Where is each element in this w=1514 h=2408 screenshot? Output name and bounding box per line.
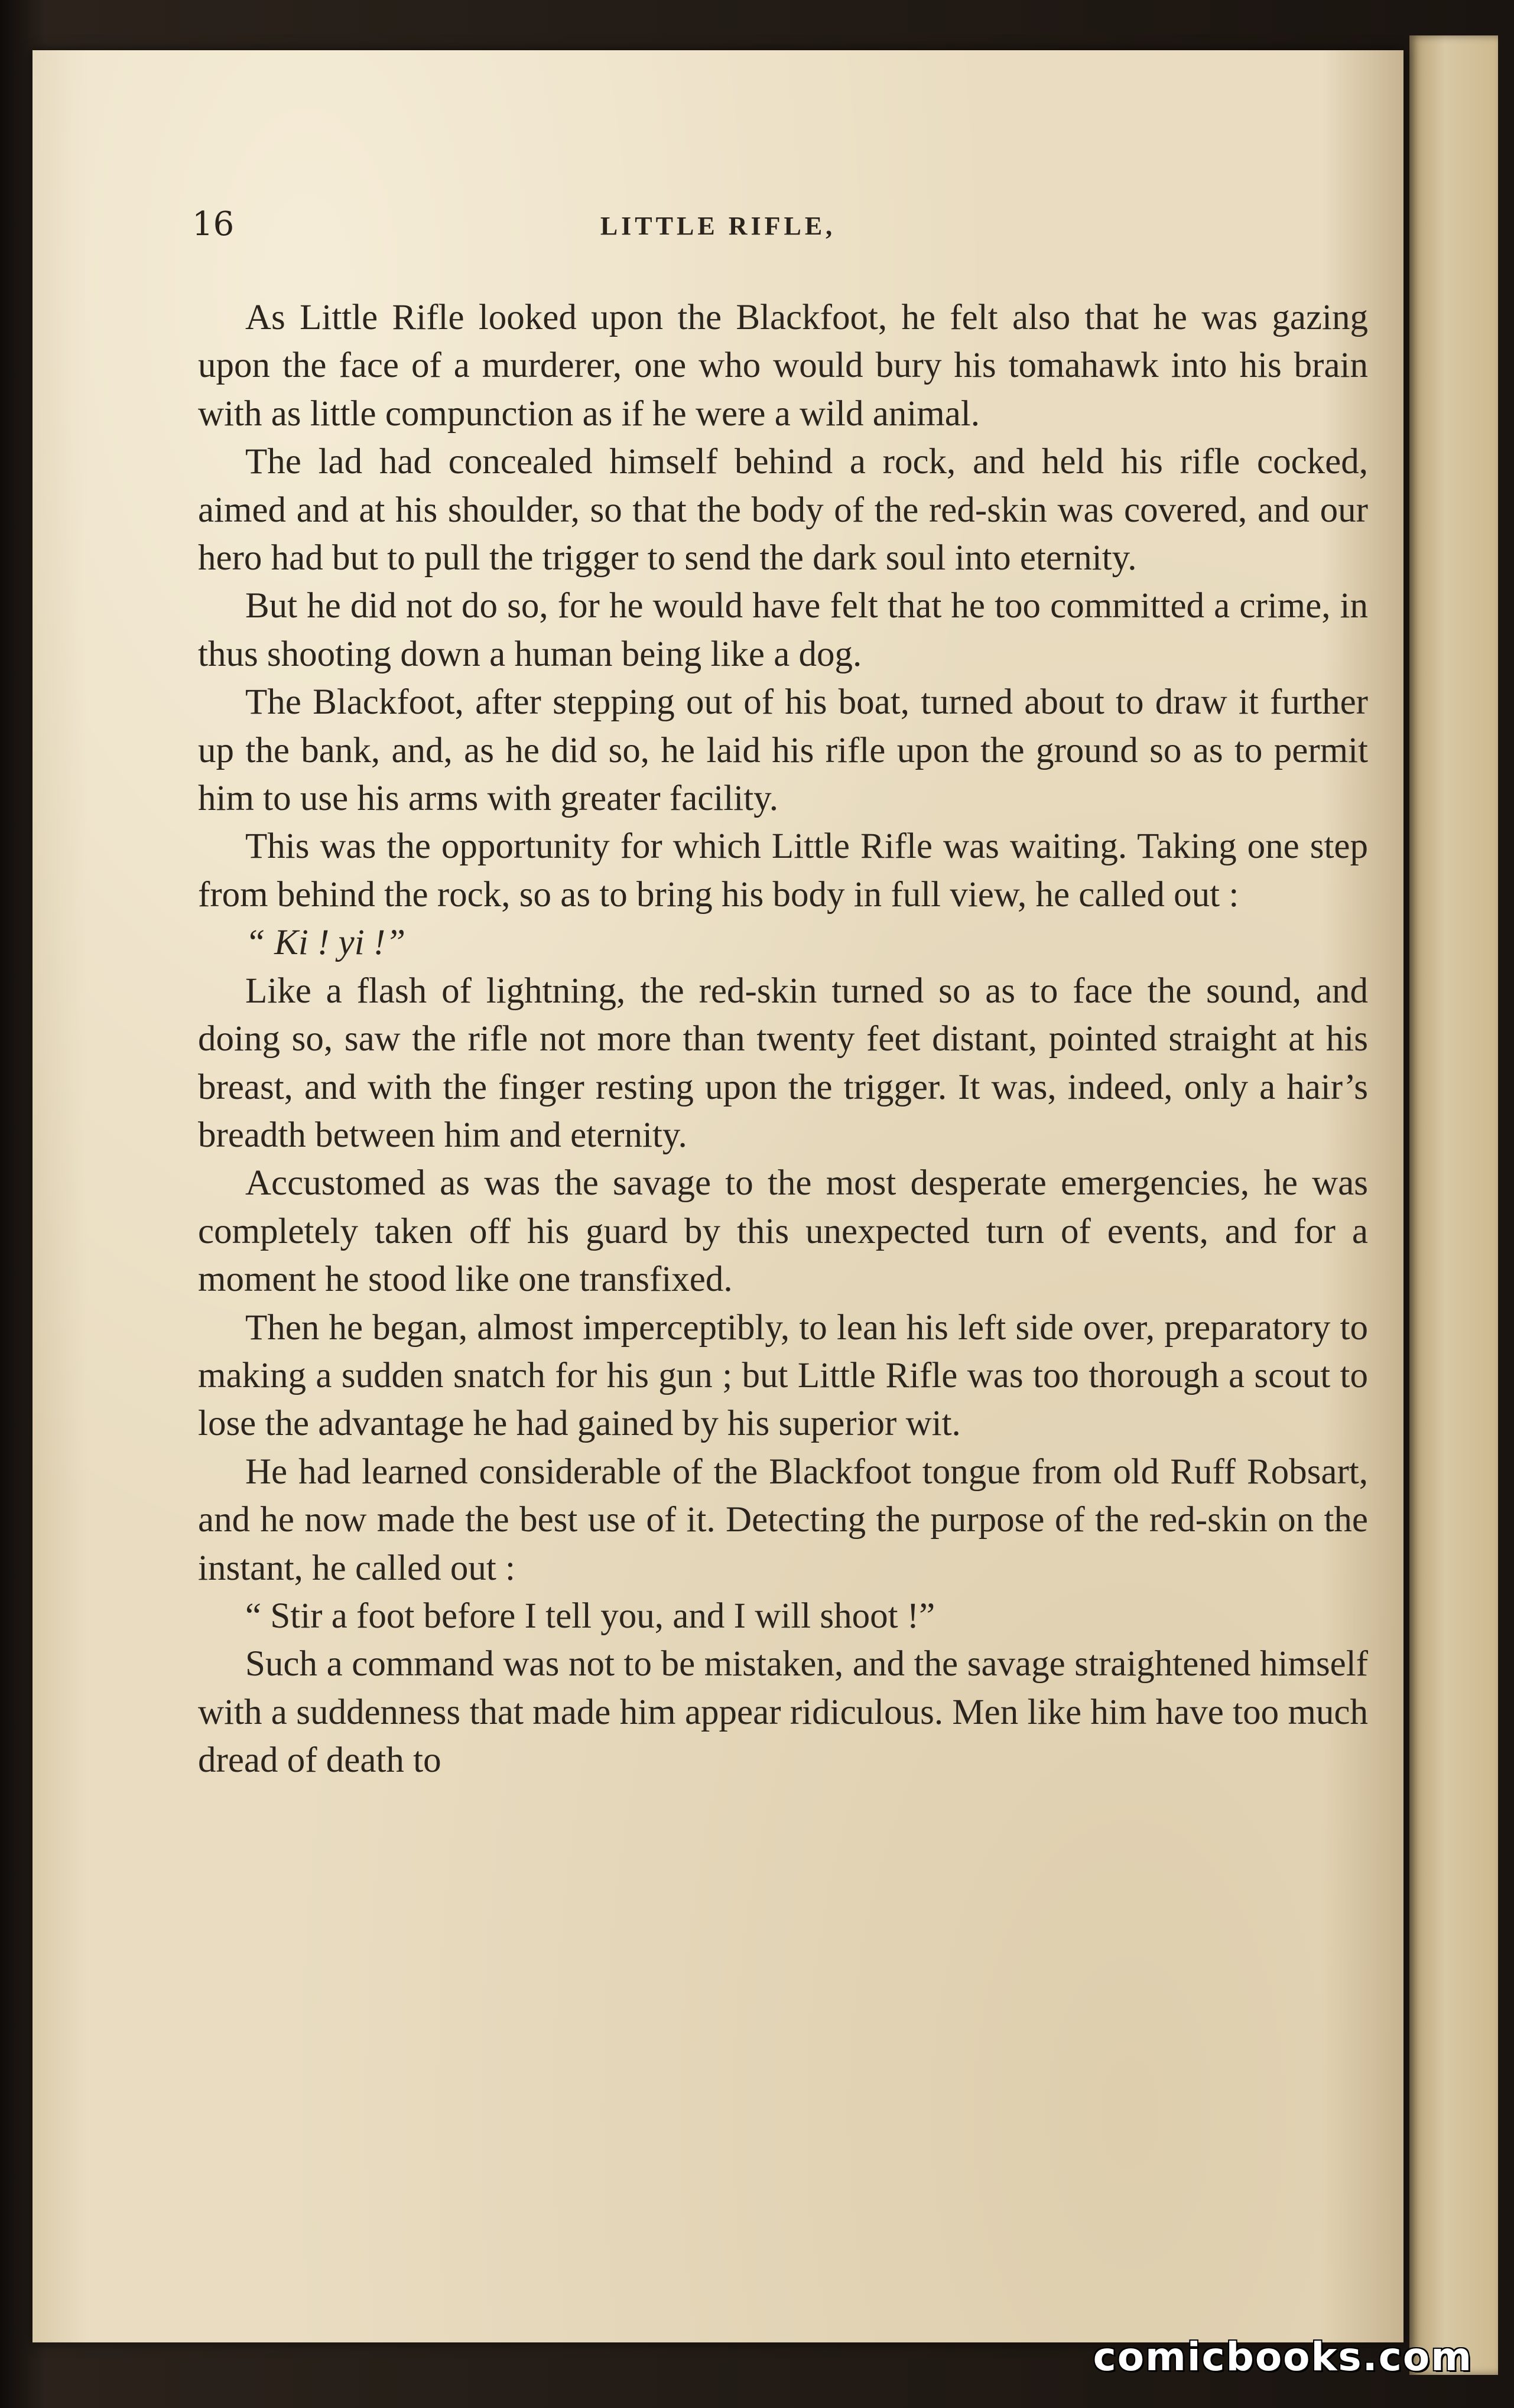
page-number: 16: [192, 205, 235, 243]
dialogue-line: [198, 919, 1368, 967]
paragraph: The Blackfoot, after stepping out of his boat, turned about to draw it further up the bank, and, as he did so, he laid his rifle upon the ground so as to permit him to use his arms with greater facility.: [198, 682, 1368, 819]
paragraph: Then he began, almost imperceptibly, to lean his left side over, preparatory to making a sudden snatch for his gun ; but Little Rifle was too thorough a scout to lose the advantage he had gained by his superior wit.: [198, 1307, 1368, 1444]
paragraph: As Little Rifle looked upon the Blackfoot, he felt also that he was gazing upon the face of a murderer, one who would bury his tomahawk into his brain with as little compunction as if he were a wild animal.: [198, 298, 1368, 434]
paragraph: But he did not do so, for he would have felt that he too committed a crime, in thus shooting down a human being like a dog.: [198, 586, 1368, 674]
paragraph: Accustomed as was the savage to the most desperate emergencies, he was completely taken off his guard by this unexpected turn of events, and for a moment he stood like one transfixed.: [198, 1163, 1368, 1300]
book-page: [33, 50, 1403, 2342]
paragraph: This was the opportunity for which Little Rifle was waiting. Taking one step from behind the rock, so as to bring his body in full view, he called out :: [198, 826, 1368, 915]
paragraph: He had learned considerable of the Blackfoot tongue from old Ruff Robsart, and he now made the best use of it. Detecting the purpose of the red-skin on the instant, he called out :: [198, 1452, 1368, 1588]
dialogue-line: “ Stir a foot before I tell you, and I will shoot !”: [245, 1596, 935, 1636]
facing-page-edge: [1409, 35, 1498, 2375]
paragraph: Like a flash of lightning, the red-skin turned so as to face the sound, and doing so, saw the rifle not more than twenty feet distant, pointed straight at his breast, and with the finger resting upon the trigger. It was, indeed, only a hair’s breadth between him and eternity.: [198, 971, 1368, 1155]
dialogue-italic: “ Ki ! yi !”: [245, 923, 406, 963]
body-text: [198, 294, 1368, 1785]
watermark-text: comicbooks.com: [1093, 2334, 1473, 2380]
running-title: LITTLE RIFLE,: [600, 211, 836, 240]
paragraph: The lad had concealed himself behind a rock, and held his rifle cocked, aimed and at his shoulder, so that the body of the red-skin was covered, and our hero had but to pull the trigger to send the dark soul into eternity.: [198, 442, 1368, 578]
paragraph: Such a command was not to be mistaken, and the savage straightened himself with a suddenness that made him appear ridiculous. Men like him have too much dread of death to: [198, 1644, 1368, 1781]
